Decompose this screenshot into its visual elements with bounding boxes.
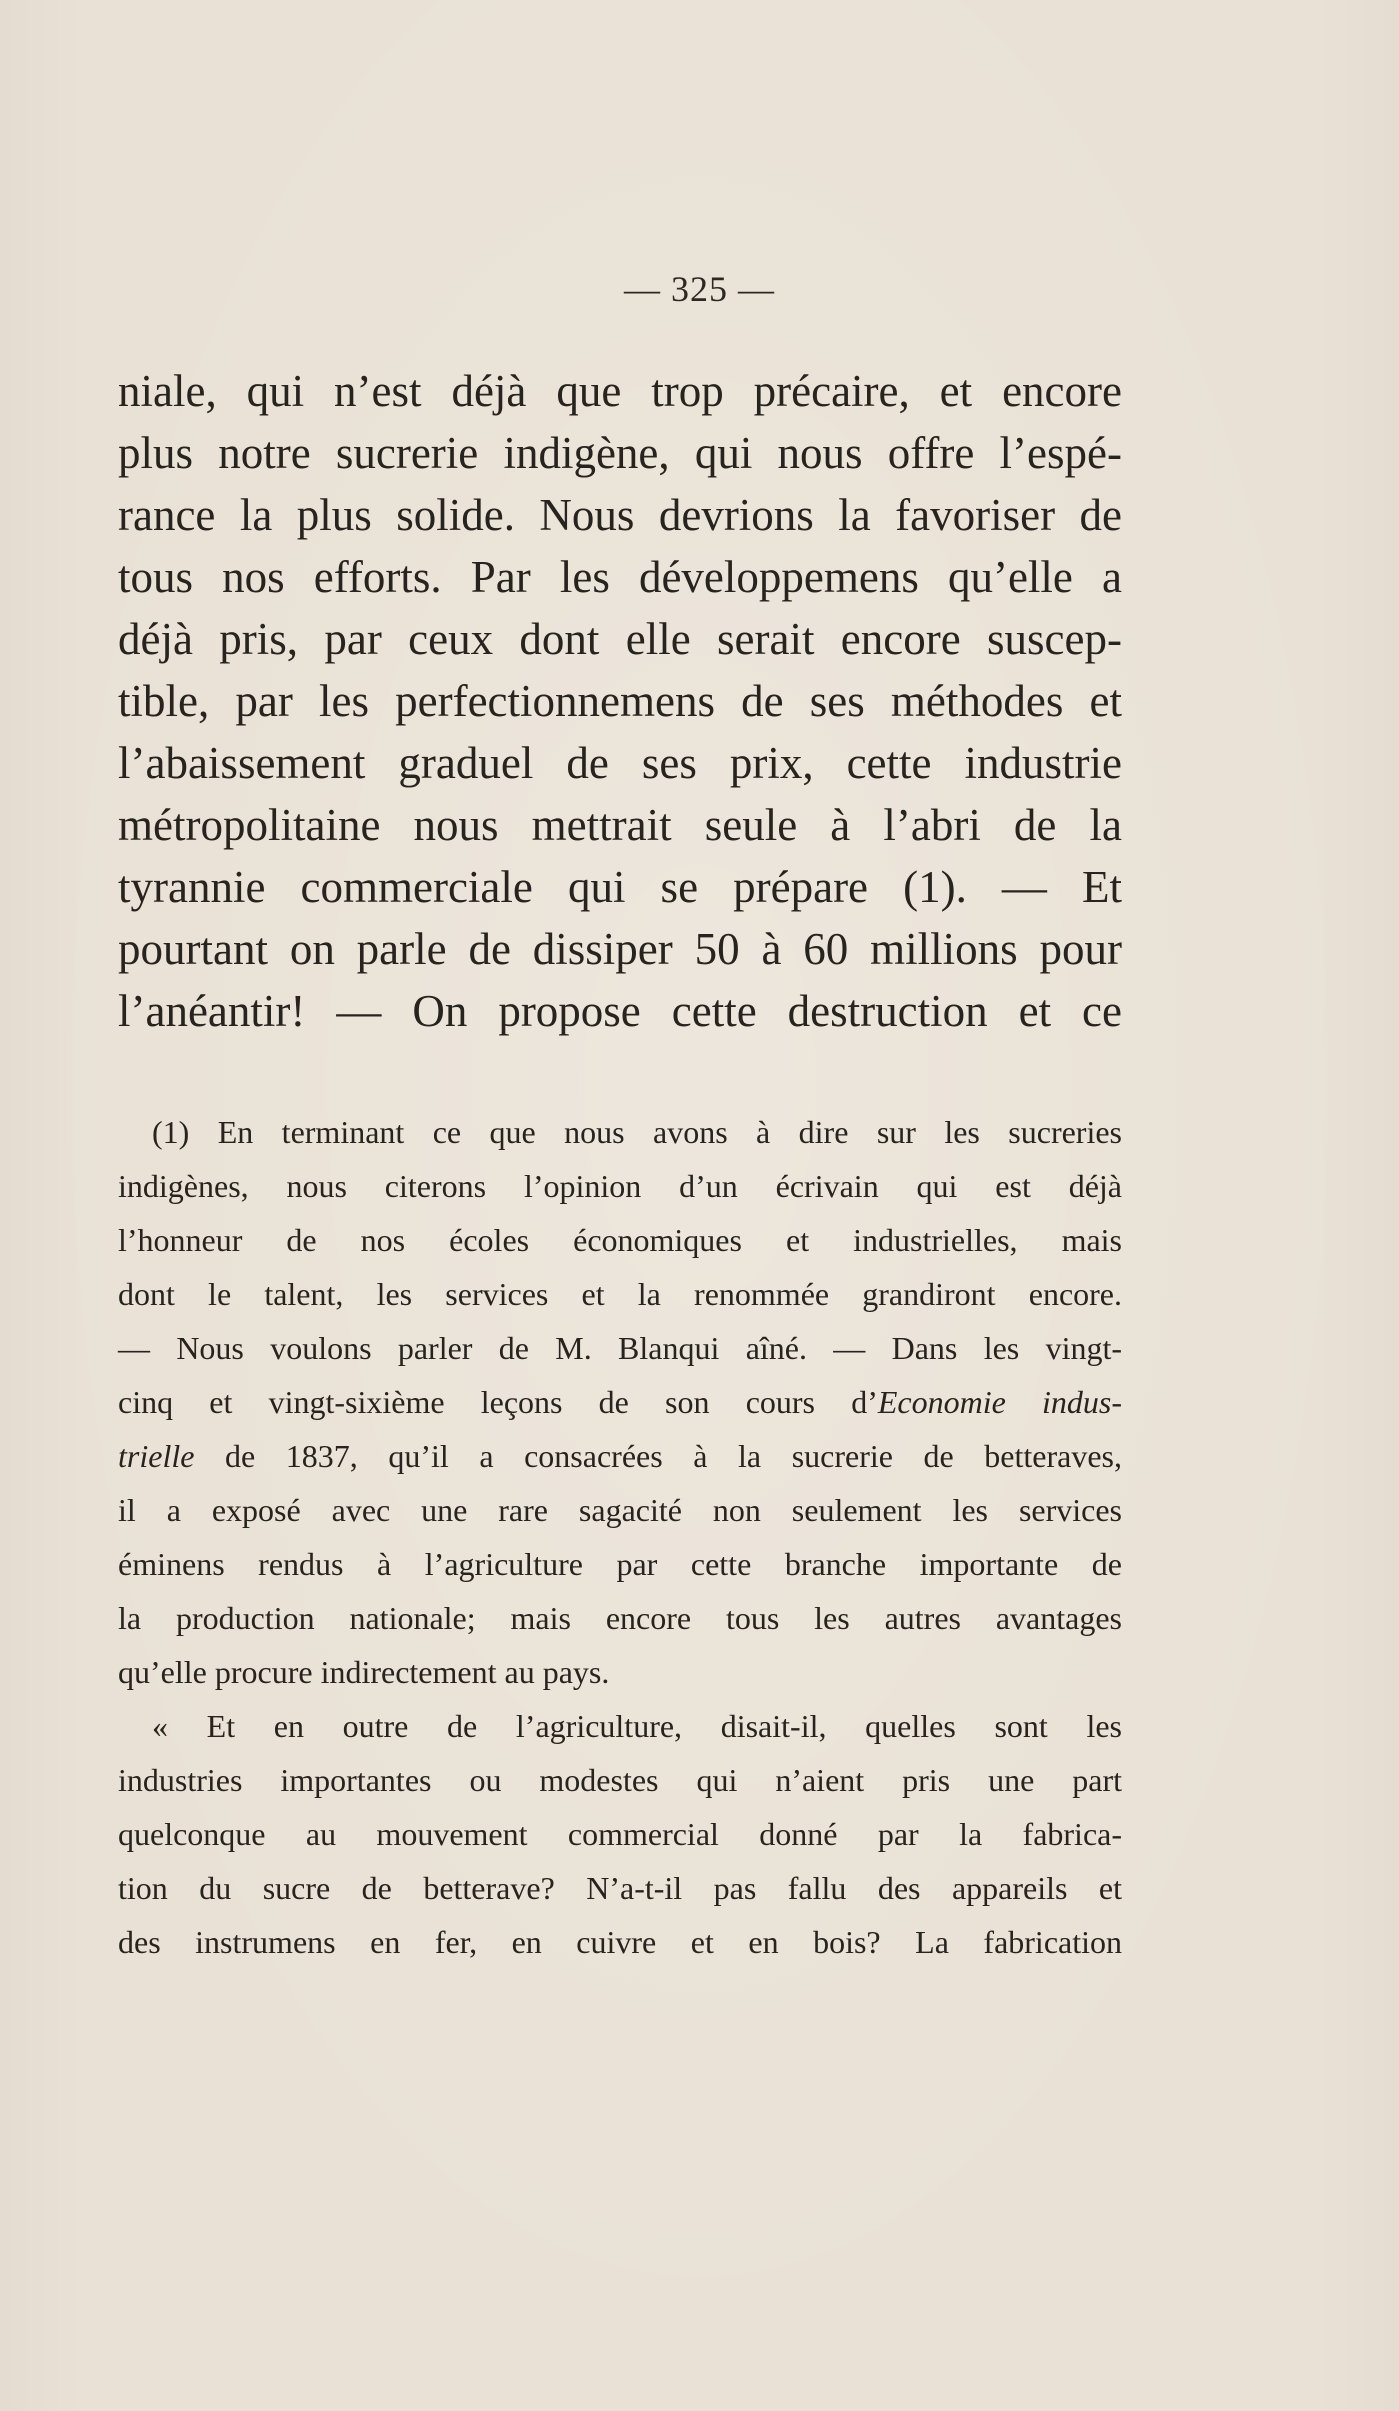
footnote-text: cinq et vingt-sixième leçons de son cours d’ <box>118 1384 878 1420</box>
text-line: l’abaissement graduel de ses prix, cette industrie <box>118 738 1122 788</box>
text-line: l’anéantir! — On propose cette destruction et ce <box>118 986 1122 1036</box>
footnote-line: des instrumens en fer, en cuivre et en bois? La fabrication <box>118 1924 1122 1960</box>
footnote-line: (1) En terminant ce que nous avons à dire sur les sucreries <box>152 1114 1122 1150</box>
footnote-line: il a exposé avec une rare sagacité non seulement les services <box>118 1492 1122 1528</box>
footnote-line: qu’elle procure indirectement au pays. <box>118 1654 610 1690</box>
footnote-line: tion du sucre de betterave? N’a-t-il pas fallu des appareils et <box>118 1870 1122 1906</box>
text-line: déjà pris, par ceux dont elle serait encore suscep- <box>118 614 1122 664</box>
footnote-line: industries importantes ou modestes qui n’aient pris une part <box>118 1762 1122 1798</box>
footnote-line: — Nous voulons parler de M. Blanqui aîné. — Dans les vingt- <box>118 1330 1122 1366</box>
footnote-line: la production nationale; mais encore tous les autres avantages <box>118 1600 1122 1636</box>
main-text <box>118 360 1122 1042</box>
footnote-italic-title: trielle <box>118 1438 195 1474</box>
footnote-line: l’honneur de nos écoles économiques et industrielles, mais <box>118 1222 1122 1258</box>
footnote-line: « Et en outre de l’agriculture, disait-il, quelles sont les <box>152 1708 1122 1744</box>
footnote-line: indigènes, nous citerons l’opinion d’un écrivain qui est déjà <box>118 1168 1122 1204</box>
page-number: — 325 — <box>624 269 775 309</box>
text-line: rance la plus solide. Nous devrions la favoriser de <box>118 490 1122 540</box>
text-line: tyrannie commerciale qui se prépare (1). — Et <box>118 862 1122 912</box>
footnote-line-mixed <box>118 1375 1122 1429</box>
footnote-text: de 1837, qu’il a consacrées à la sucrerie de betteraves, <box>194 1438 1122 1474</box>
text-line: plus notre sucrerie indigène, qui nous offre l’espé- <box>118 428 1122 478</box>
footnote <box>118 1105 1122 1969</box>
footnote-italic-title: Economie indus- <box>877 1384 1123 1420</box>
text-line: métropolitaine nous mettrait seule à l’abri de la <box>118 800 1122 850</box>
text-line: niale, qui n’est déjà que trop précaire, et encore <box>118 366 1122 416</box>
text-line: tous nos efforts. Par les développemens qu’elle a <box>118 552 1122 602</box>
footnote-line-mixed <box>118 1429 1122 1483</box>
footnote-line: quelconque au mouvement commercial donné par la fabrica- <box>118 1816 1122 1852</box>
footnote-line: éminens rendus à l’agriculture par cette branche importante de <box>118 1546 1122 1582</box>
text-line: pourtant on parle de dissiper 50 à 60 millions pour <box>118 924 1122 974</box>
text-line: tible, par les perfectionnemens de ses méthodes et <box>118 676 1122 726</box>
footnote-line: dont le talent, les services et la renommée grandiront encore. <box>118 1276 1122 1312</box>
